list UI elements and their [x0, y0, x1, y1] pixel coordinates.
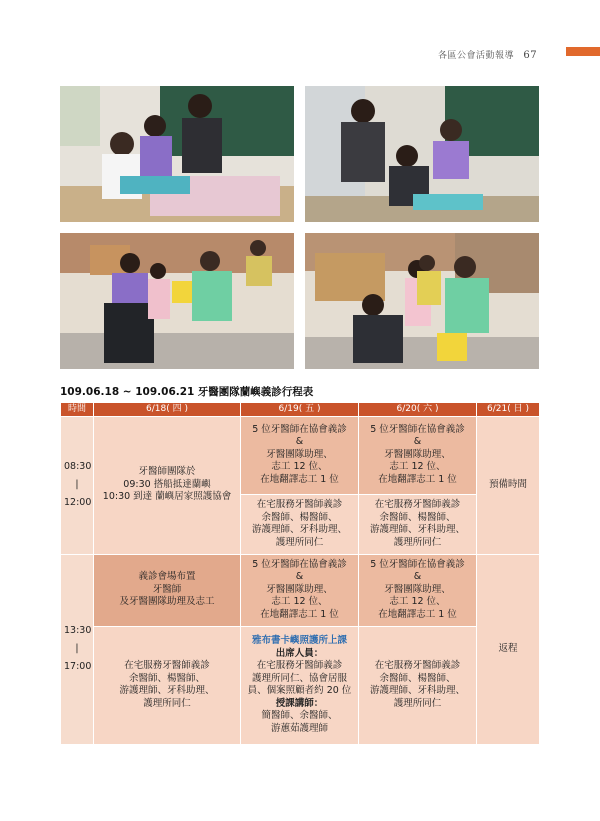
cell-0621-morning: 預備時間 [477, 416, 540, 554]
cell-line: 護理所同仁 [275, 536, 324, 548]
cell-0619-morning-home [241, 494, 359, 554]
cell-line: 游護理師、牙科助理、 [119, 685, 215, 696]
time-separator: | [75, 479, 79, 490]
cell-line: 游護理師、牙科助理、 [369, 685, 465, 696]
cell-line: 5 位牙醫師在協會義診 [252, 558, 347, 570]
cell-line: 在宅服務牙醫師義診 [374, 499, 461, 510]
cell-line: 牙醫團隊助理、 [266, 583, 333, 595]
attendees-label: 出席人員： [275, 647, 324, 659]
cell-line: 牙醫團隊助理、 [384, 583, 451, 595]
header-day-0621: 6/21( 日 ) [477, 403, 540, 417]
cell-0618-morning [94, 416, 241, 554]
cell-line: 游蕙茹護理師 [270, 722, 328, 734]
cell-line: 5 位牙醫師在協會義診 [370, 558, 465, 570]
cell-line: 牙醫師 [152, 583, 182, 595]
header-accent-bar [566, 47, 600, 56]
cell-line: 在宅服務牙醫師義診 [256, 660, 343, 671]
cell-line: 游護理師、牙科助理、 [251, 524, 347, 535]
schedule-header-row [61, 403, 540, 417]
cell-line: 牙醫團隊助理、 [384, 448, 451, 460]
photo-dental-education-1 [60, 233, 294, 369]
time-start: 13:30 [64, 625, 92, 636]
cell-line: 09:30 搭船抵達蘭嶼 [123, 478, 211, 490]
cell-line: 在宅服務牙醫師義診 [256, 499, 343, 510]
cell-line: 志工 12 位、 [389, 461, 446, 473]
schedule-table-title [60, 384, 313, 399]
schedule-row-morning-top [61, 416, 540, 494]
header-time: 時間 [61, 403, 94, 417]
cell-line: 余醫師、楊醫師、 [379, 672, 456, 684]
time-end: 12:00 [64, 497, 92, 508]
cell-line: 護理所同仁 [393, 697, 442, 709]
page-number: 67 [523, 50, 538, 61]
schedule-row-afternoon-bottom [61, 626, 540, 744]
time-cell-afternoon [61, 554, 94, 744]
cell-line: 5 位牙醫師在協會義診 [370, 423, 465, 435]
lecturer-label: 授課講師： [275, 697, 324, 709]
header-day-0620: 6/20( 六 ) [359, 403, 477, 417]
cell-line: 及牙醫團隊助理及志工 [119, 596, 215, 608]
cell-line: 義診會場布置 [138, 571, 196, 583]
cell-line: 在地翻譯志工 1 位 [378, 608, 457, 620]
cell-line: 牙醫團隊助理、 [266, 448, 333, 460]
cell-0621-afternoon: 返程 [477, 554, 540, 744]
cell-line: 護理所同仁 [143, 697, 191, 709]
header-day-0618: 6/18( 四 ) [94, 403, 241, 417]
cell-line: 10:30 到達 蘭嶼居家照護協會 [102, 491, 232, 503]
cell-line: 在地翻譯志工 1 位 [260, 473, 339, 485]
cell-line: 護理所同仁、協會居服 [251, 672, 347, 684]
schedule-dates: 109.06.18 ~ 109.06.21 [60, 386, 195, 398]
cell-0620-afternoon-clinic [359, 554, 477, 626]
cell-line: 員、個案照顧者約 20 位 [247, 685, 352, 696]
photo-dental-exam-1 [60, 86, 294, 222]
cell-0620-morning-home [359, 494, 477, 554]
cell-line: 游護理師、牙科助理、 [369, 524, 465, 535]
cell-line: 志工 12 位、 [271, 596, 328, 608]
cell-line: 在宅服務牙醫師義診 [124, 660, 210, 671]
header-title: 各區公會活動報導 [438, 51, 515, 61]
cell-0619-morning-clinic [241, 416, 359, 494]
time-start: 08:30 [64, 461, 92, 472]
cell-line: 余醫師、楊醫師、 [261, 511, 338, 523]
cell-line: 5 位牙醫師在協會義診 [252, 423, 347, 435]
time-cell-morning [61, 416, 94, 554]
course-title: 雅布書卡嶼照護所上課 [251, 635, 347, 646]
cell-line: 在地翻譯志工 1 位 [378, 473, 457, 485]
time-separator: | [75, 643, 79, 654]
schedule-title-text: 牙醫團隊蘭嶼義診行程表 [197, 386, 314, 398]
cell-0620-afternoon-home [359, 626, 477, 744]
cell-line: 志工 12 位、 [271, 461, 328, 473]
running-header [438, 48, 537, 61]
schedule-row-afternoon-top [61, 554, 540, 626]
photo-dental-education-2 [305, 233, 539, 369]
cell-0620-morning-clinic [359, 416, 477, 494]
cell-0618-afternoon-setup [94, 554, 241, 626]
cell-line: 簡醫師、余醫師、 [261, 710, 338, 721]
schedule-table [60, 402, 540, 745]
cell-line: 在地翻譯志工 1 位 [260, 608, 339, 620]
cell-line: 護理所同仁 [393, 536, 442, 548]
cell-line: & [295, 571, 304, 583]
photo-dental-exam-2 [305, 86, 539, 222]
cell-line: 在宅服務牙醫師義診 [374, 660, 461, 671]
cell-line: 志工 12 位、 [389, 596, 446, 608]
header-day-0619: 6/19( 五 ) [241, 403, 359, 417]
cell-line: 余醫師、楊醫師、 [128, 672, 205, 684]
cell-line: 牙醫師團隊於 [138, 466, 196, 478]
cell-line: & [413, 571, 422, 583]
cell-line: & [295, 436, 304, 448]
cell-line: & [413, 436, 422, 448]
cell-0619-afternoon-course [241, 626, 359, 744]
time-end: 17:00 [64, 661, 92, 672]
cell-line: 余醫師、楊醫師、 [379, 511, 456, 523]
cell-0618-afternoon-home [94, 626, 241, 744]
cell-0619-afternoon-clinic [241, 554, 359, 626]
